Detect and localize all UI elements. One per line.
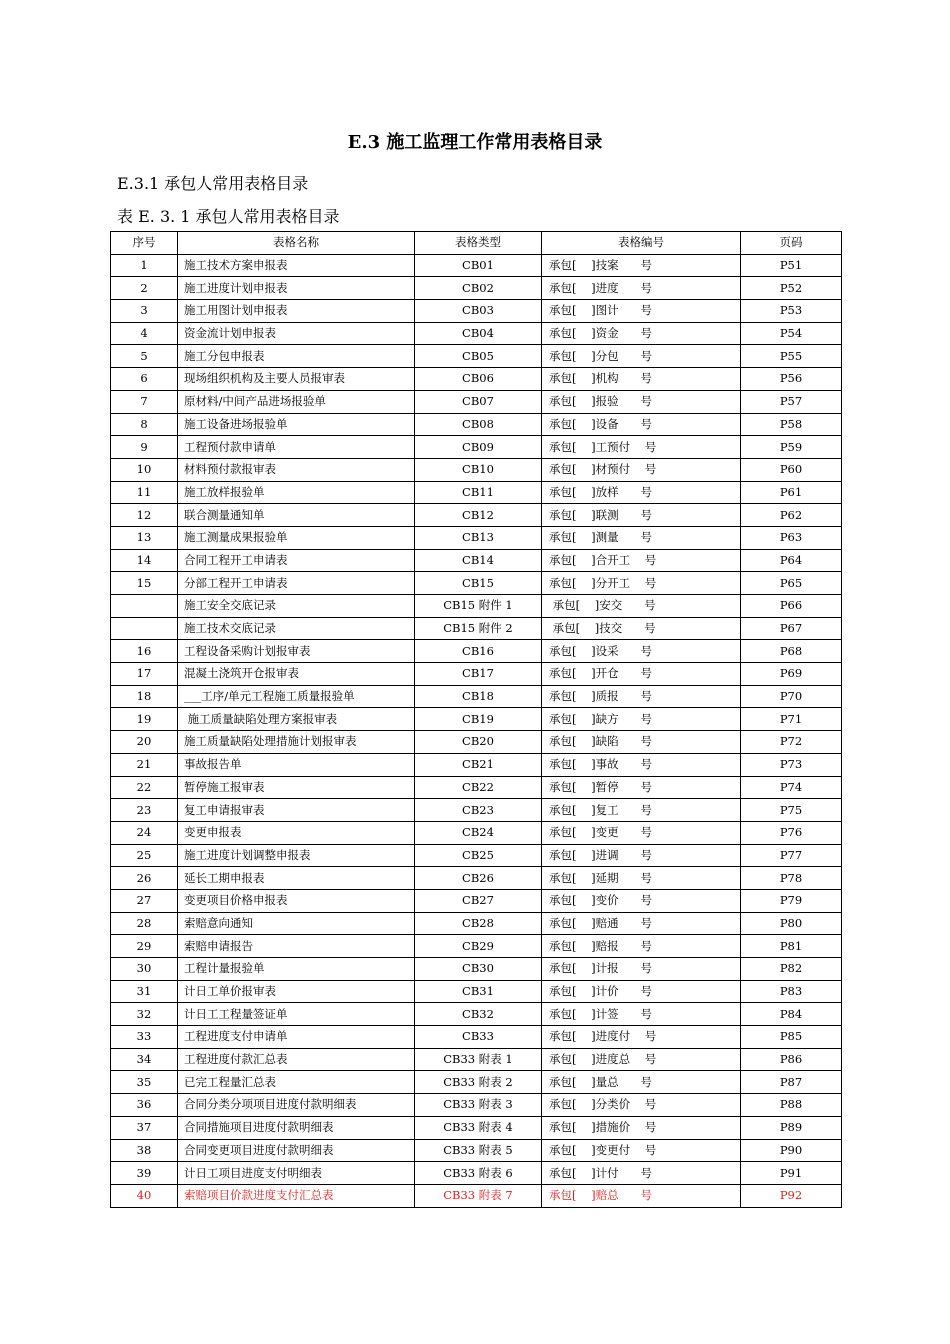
table-row xyxy=(111,504,842,527)
cell-code: 承包[ ]图计 号 xyxy=(542,300,741,323)
cell-type: CB32 xyxy=(415,1003,542,1026)
cell-code: 承包[ ]暂停 号 xyxy=(542,776,741,799)
cell-page: P64 xyxy=(741,549,842,572)
cell-code: 承包[ ]分包 号 xyxy=(542,345,741,368)
cell-name: 施工放样报验单 xyxy=(178,481,415,504)
cell-type: CB13 xyxy=(415,526,542,549)
cell-type: CB17 xyxy=(415,663,542,686)
cell-no: 20 xyxy=(111,731,178,754)
cell-name: 原材料/中间产品进场报验单 xyxy=(178,390,415,413)
cell-name: 已完工程量汇总表 xyxy=(178,1071,415,1094)
cell-code: 承包[ ]设采 号 xyxy=(542,640,741,663)
cell-code: 承包[ ]放样 号 xyxy=(542,481,741,504)
cell-page: P73 xyxy=(741,753,842,776)
cell-page: P65 xyxy=(741,572,842,595)
cell-name: 计日工项目进度支付明细表 xyxy=(178,1162,415,1185)
cell-code: 承包[ ]进调 号 xyxy=(542,844,741,867)
table-row xyxy=(111,413,842,436)
table-row xyxy=(111,345,842,368)
cell-no: 18 xyxy=(111,685,178,708)
cell-no: 35 xyxy=(111,1071,178,1094)
table-row xyxy=(111,1184,842,1207)
cell-no: 1 xyxy=(111,254,178,277)
cell-page: P85 xyxy=(741,1026,842,1049)
cell-name: 混凝土浇筑开仓报审表 xyxy=(178,663,415,686)
cell-page: P74 xyxy=(741,776,842,799)
cell-code: 承包[ ]赔总 号 xyxy=(542,1184,741,1207)
table-body xyxy=(111,254,842,1207)
cell-type: CB18 xyxy=(415,685,542,708)
cell-page: P88 xyxy=(741,1094,842,1117)
cell-no: 39 xyxy=(111,1162,178,1185)
cell-no: 31 xyxy=(111,980,178,1003)
table-row xyxy=(111,799,842,822)
cell-type: CB33 xyxy=(415,1026,542,1049)
cell-code: 承包[ ]变更 号 xyxy=(542,821,741,844)
cell-page: P59 xyxy=(741,436,842,459)
cell-no: 37 xyxy=(111,1116,178,1139)
cell-page: P77 xyxy=(741,844,842,867)
table-row xyxy=(111,1048,842,1071)
cell-page: P63 xyxy=(741,526,842,549)
cell-page: P87 xyxy=(741,1071,842,1094)
cell-type: CB30 xyxy=(415,958,542,981)
cell-no: 19 xyxy=(111,708,178,731)
cell-type: CB33 附表 6 xyxy=(415,1162,542,1185)
cell-type: CB23 xyxy=(415,799,542,822)
table-row xyxy=(111,572,842,595)
cell-page: P89 xyxy=(741,1116,842,1139)
cell-type: CB15 xyxy=(415,572,542,595)
cell-type: CB33 附表 1 xyxy=(415,1048,542,1071)
cell-code: 承包[ ]开仓 号 xyxy=(542,663,741,686)
cell-code: 承包[ ]赔报 号 xyxy=(542,935,741,958)
cell-page: P76 xyxy=(741,821,842,844)
cell-page: P91 xyxy=(741,1162,842,1185)
cell-no: 12 xyxy=(111,504,178,527)
cell-no: 40 xyxy=(111,1184,178,1207)
cell-no: 2 xyxy=(111,277,178,300)
cell-no: 30 xyxy=(111,958,178,981)
cell-type: CB27 xyxy=(415,889,542,912)
cell-name: 施工分包申报表 xyxy=(178,345,415,368)
cell-code: 承包[ ]安交 号 xyxy=(542,595,741,618)
table-row xyxy=(111,867,842,890)
table-row xyxy=(111,390,842,413)
cell-code: 承包[ ]设备 号 xyxy=(542,413,741,436)
cell-no: 14 xyxy=(111,549,178,572)
cell-code: 承包[ ]措施价 号 xyxy=(542,1116,741,1139)
cell-page: P80 xyxy=(741,912,842,935)
cell-name: 计日工工程量签证单 xyxy=(178,1003,415,1026)
cell-type: CB01 xyxy=(415,254,542,277)
cell-name: 延长工期申报表 xyxy=(178,867,415,890)
cell-page: P90 xyxy=(741,1139,842,1162)
table-row xyxy=(111,821,842,844)
cell-code: 承包[ ]合开工 号 xyxy=(542,549,741,572)
cell-type: CB33 附表 2 xyxy=(415,1071,542,1094)
cell-page: P66 xyxy=(741,595,842,618)
cell-code: 承包[ ]缺方 号 xyxy=(542,708,741,731)
cell-type: CB10 xyxy=(415,458,542,481)
cell-type: CB12 xyxy=(415,504,542,527)
table-row xyxy=(111,254,842,277)
cell-page: P79 xyxy=(741,889,842,912)
cell-name: 事故报告单 xyxy=(178,753,415,776)
table-row xyxy=(111,1139,842,1162)
cell-type: CB06 xyxy=(415,368,542,391)
header-name: 表格名称 xyxy=(178,232,415,255)
cell-name: 施工用图计划申报表 xyxy=(178,300,415,323)
table-row xyxy=(111,753,842,776)
cell-page: P86 xyxy=(741,1048,842,1071)
cell-type: CB16 xyxy=(415,640,542,663)
cell-name: 工程进度付款汇总表 xyxy=(178,1048,415,1071)
cell-no: 17 xyxy=(111,663,178,686)
table-row xyxy=(111,595,842,618)
table-row xyxy=(111,935,842,958)
cell-name: 暂停施工报审表 xyxy=(178,776,415,799)
cell-name: 资金流计划申报表 xyxy=(178,322,415,345)
table-caption: 表 E. 3. 1 承包人常用表格目录 xyxy=(117,207,340,226)
cell-name: 分部工程开工申请表 xyxy=(178,572,415,595)
table-row xyxy=(111,1162,842,1185)
table-row xyxy=(111,1094,842,1117)
cell-name: 索赔意向通知 xyxy=(178,912,415,935)
cell-name: 计日工单价报审表 xyxy=(178,980,415,1003)
cell-type: CB33 附表 3 xyxy=(415,1094,542,1117)
cell-page: P70 xyxy=(741,685,842,708)
table-row xyxy=(111,1003,842,1026)
cell-name: 施工测量成果报验单 xyxy=(178,526,415,549)
cell-no xyxy=(111,595,178,618)
table-row xyxy=(111,549,842,572)
cell-page: P82 xyxy=(741,958,842,981)
cell-type: CB07 xyxy=(415,390,542,413)
cell-name: 施工进度计划申报表 xyxy=(178,277,415,300)
cell-page: P58 xyxy=(741,413,842,436)
header-type: 表格类型 xyxy=(415,232,542,255)
cell-type: CB14 xyxy=(415,549,542,572)
table-row xyxy=(111,436,842,459)
cell-code: 承包[ ]技交 号 xyxy=(542,617,741,640)
cell-page: P81 xyxy=(741,935,842,958)
cell-code: 承包[ ]量总 号 xyxy=(542,1071,741,1094)
cell-type: CB28 xyxy=(415,912,542,935)
cell-code: 承包[ ]进度付 号 xyxy=(542,1026,741,1049)
section-heading: E.3.1 承包人常用表格目录 xyxy=(117,174,309,193)
cell-page: P78 xyxy=(741,867,842,890)
cell-no: 33 xyxy=(111,1026,178,1049)
cell-no: 22 xyxy=(111,776,178,799)
cell-type: CB04 xyxy=(415,322,542,345)
table-row xyxy=(111,685,842,708)
table-row xyxy=(111,708,842,731)
cell-no: 23 xyxy=(111,799,178,822)
cell-name: 变更申报表 xyxy=(178,821,415,844)
cell-code: 承包[ ]计签 号 xyxy=(542,1003,741,1026)
cell-code: 承包[ ]变更付 号 xyxy=(542,1139,741,1162)
cell-name: 施工设备进场报验单 xyxy=(178,413,415,436)
cell-no: 32 xyxy=(111,1003,178,1026)
cell-code: 承包[ ]延期 号 xyxy=(542,867,741,890)
table-row xyxy=(111,300,842,323)
cell-name: 工程预付款申请单 xyxy=(178,436,415,459)
cell-name: 索赔申请报告 xyxy=(178,935,415,958)
cell-no: 34 xyxy=(111,1048,178,1071)
cell-type: CB26 xyxy=(415,867,542,890)
cell-page: P62 xyxy=(741,504,842,527)
cell-page: P57 xyxy=(741,390,842,413)
forms-catalog-table xyxy=(110,231,842,1208)
cell-no: 36 xyxy=(111,1094,178,1117)
cell-no: 25 xyxy=(111,844,178,867)
cell-code: 承包[ ]分类价 号 xyxy=(542,1094,741,1117)
cell-type: CB25 xyxy=(415,844,542,867)
cell-name: 施工质量缺陷处理措施计划报审表 xyxy=(178,731,415,754)
cell-no: 15 xyxy=(111,572,178,595)
cell-code: 承包[ ]计价 号 xyxy=(542,980,741,1003)
cell-no: 21 xyxy=(111,753,178,776)
cell-name: 现场组织机构及主要人员报审表 xyxy=(178,368,415,391)
table-row xyxy=(111,889,842,912)
cell-no: 10 xyxy=(111,458,178,481)
table-row xyxy=(111,640,842,663)
cell-type: CB20 xyxy=(415,731,542,754)
cell-no: 9 xyxy=(111,436,178,459)
cell-type: CB29 xyxy=(415,935,542,958)
table-row xyxy=(111,458,842,481)
table-row xyxy=(111,526,842,549)
cell-type: CB09 xyxy=(415,436,542,459)
cell-name: 施工质量缺陷处理方案报审表 xyxy=(178,708,415,731)
header-page: 页码 xyxy=(741,232,842,255)
table-row xyxy=(111,1026,842,1049)
table-row xyxy=(111,663,842,686)
header-no: 序号 xyxy=(111,232,178,255)
cell-type: CB03 xyxy=(415,300,542,323)
cell-page: P69 xyxy=(741,663,842,686)
cell-page: P68 xyxy=(741,640,842,663)
cell-code: 承包[ ]复工 号 xyxy=(542,799,741,822)
cell-type: CB02 xyxy=(415,277,542,300)
cell-type: CB15 附件 2 xyxy=(415,617,542,640)
cell-page: P72 xyxy=(741,731,842,754)
cell-no: 6 xyxy=(111,368,178,391)
cell-code: 承包[ ]赔通 号 xyxy=(542,912,741,935)
cell-type: CB33 附表 7 xyxy=(415,1184,542,1207)
cell-name: 工程设备采购计划报审表 xyxy=(178,640,415,663)
cell-name: 合同分类分项项目进度付款明细表 xyxy=(178,1094,415,1117)
cell-code: 承包[ ]计付 号 xyxy=(542,1162,741,1185)
cell-no: 28 xyxy=(111,912,178,935)
cell-no: 8 xyxy=(111,413,178,436)
cell-no: 24 xyxy=(111,821,178,844)
cell-code: 承包[ ]缺陷 号 xyxy=(542,731,741,754)
cell-page: P83 xyxy=(741,980,842,1003)
table-row xyxy=(111,322,842,345)
cell-page: P61 xyxy=(741,481,842,504)
cell-type: CB24 xyxy=(415,821,542,844)
cell-type: CB33 附表 5 xyxy=(415,1139,542,1162)
cell-name: 施工安全交底记录 xyxy=(178,595,415,618)
cell-name: 合同工程开工申请表 xyxy=(178,549,415,572)
cell-type: CB21 xyxy=(415,753,542,776)
cell-type: CB08 xyxy=(415,413,542,436)
cell-type: CB15 附件 1 xyxy=(415,595,542,618)
table-row xyxy=(111,481,842,504)
cell-no: 26 xyxy=(111,867,178,890)
cell-page: P52 xyxy=(741,277,842,300)
page-title: E.3 施工监理工作常用表格目录 xyxy=(347,132,603,153)
cell-name: 施工进度计划调整申报表 xyxy=(178,844,415,867)
cell-type: CB33 附表 4 xyxy=(415,1116,542,1139)
cell-code: 承包[ ]技案 号 xyxy=(542,254,741,277)
cell-no: 5 xyxy=(111,345,178,368)
cell-code: 承包[ ]计报 号 xyxy=(542,958,741,981)
cell-code: 承包[ ]质报 号 xyxy=(542,685,741,708)
cell-code: 承包[ ]机构 号 xyxy=(542,368,741,391)
header-code: 表格编号 xyxy=(542,232,741,255)
cell-page: P84 xyxy=(741,1003,842,1026)
cell-type: CB11 xyxy=(415,481,542,504)
cell-no: 38 xyxy=(111,1139,178,1162)
cell-page: P56 xyxy=(741,368,842,391)
cell-no: 16 xyxy=(111,640,178,663)
cell-name: 索赔项目价款进度支付汇总表 xyxy=(178,1184,415,1207)
cell-name: 复工申请报审表 xyxy=(178,799,415,822)
table-row xyxy=(111,912,842,935)
cell-name: 合同措施项目进度付款明细表 xyxy=(178,1116,415,1139)
table-row xyxy=(111,617,842,640)
cell-type: CB05 xyxy=(415,345,542,368)
cell-page: P55 xyxy=(741,345,842,368)
cell-name: 施工技术方案申报表 xyxy=(178,254,415,277)
cell-no: 3 xyxy=(111,300,178,323)
cell-name: 联合测量通知单 xyxy=(178,504,415,527)
cell-code: 承包[ ]变价 号 xyxy=(542,889,741,912)
cell-no: 4 xyxy=(111,322,178,345)
cell-code: 承包[ ]进度总 号 xyxy=(542,1048,741,1071)
cell-code: 承包[ ]报验 号 xyxy=(542,390,741,413)
table-row xyxy=(111,776,842,799)
cell-page: P54 xyxy=(741,322,842,345)
cell-no xyxy=(111,617,178,640)
cell-type: CB22 xyxy=(415,776,542,799)
cell-name: 变更项目价格申报表 xyxy=(178,889,415,912)
cell-page: P53 xyxy=(741,300,842,323)
cell-code: 承包[ ]联测 号 xyxy=(542,504,741,527)
table-row xyxy=(111,368,842,391)
table-row xyxy=(111,731,842,754)
cell-page: P75 xyxy=(741,799,842,822)
cell-page: P67 xyxy=(741,617,842,640)
cell-code: 承包[ ]分开工 号 xyxy=(542,572,741,595)
cell-name: ___工序/单元工程施工质量报验单 xyxy=(178,685,415,708)
table-row xyxy=(111,844,842,867)
cell-name: 施工技术交底记录 xyxy=(178,617,415,640)
cell-no: 13 xyxy=(111,526,178,549)
cell-code: 承包[ ]进度 号 xyxy=(542,277,741,300)
table-header-row xyxy=(111,232,842,255)
table-row xyxy=(111,1071,842,1094)
table-row xyxy=(111,277,842,300)
cell-type: CB19 xyxy=(415,708,542,731)
cell-page: P92 xyxy=(741,1184,842,1207)
cell-type: CB31 xyxy=(415,980,542,1003)
cell-code: 承包[ ]测量 号 xyxy=(542,526,741,549)
cell-name: 材料预付款报审表 xyxy=(178,458,415,481)
table-row xyxy=(111,958,842,981)
cell-code: 承包[ ]资金 号 xyxy=(542,322,741,345)
table-row xyxy=(111,1116,842,1139)
cell-page: P60 xyxy=(741,458,842,481)
cell-no: 27 xyxy=(111,889,178,912)
cell-code: 承包[ ]事故 号 xyxy=(542,753,741,776)
cell-no: 29 xyxy=(111,935,178,958)
cell-name: 工程进度支付申请单 xyxy=(178,1026,415,1049)
cell-page: P71 xyxy=(741,708,842,731)
cell-no: 11 xyxy=(111,481,178,504)
cell-name: 合同变更项目进度付款明细表 xyxy=(178,1139,415,1162)
cell-no: 7 xyxy=(111,390,178,413)
cell-code: 承包[ ]工预付 号 xyxy=(542,436,741,459)
cell-page: P51 xyxy=(741,254,842,277)
table-row xyxy=(111,980,842,1003)
cell-name: 工程计量报验单 xyxy=(178,958,415,981)
cell-code: 承包[ ]材预付 号 xyxy=(542,458,741,481)
